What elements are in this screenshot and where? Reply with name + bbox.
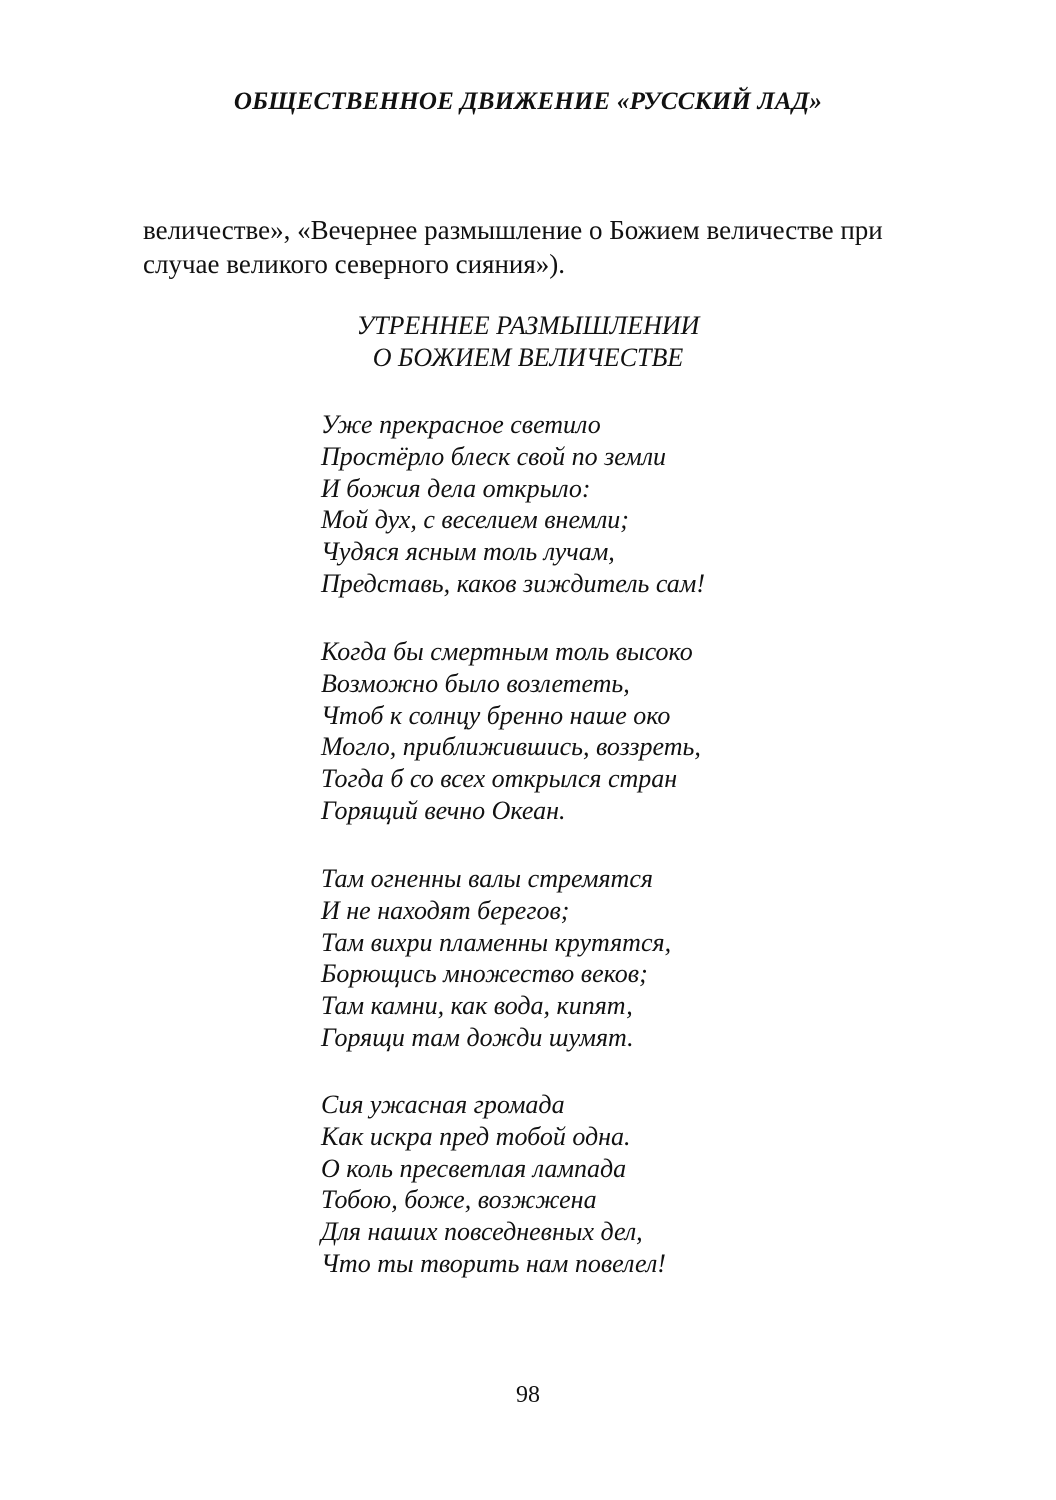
verse-line: Представь, каков зиждитель сам!: [321, 568, 705, 598]
page-number: 98: [516, 1382, 540, 1408]
verse-line: Там вихри пламенны крутятся,: [321, 927, 672, 957]
verse-line: И божия дела открыло:: [321, 473, 591, 503]
verse-line: Горящи там дожди шумят.: [321, 1022, 634, 1052]
verse-line: Для наших повседневных дел,: [321, 1217, 643, 1247]
verse-line: Возможно было возлететь,: [321, 668, 630, 698]
running-header: ОБЩЕСТВЕННОЕ ДВИЖЕНИЕ «РУССКИЙ ЛАД»: [233, 88, 823, 115]
verse-line: Простёрло блеск свой по земли: [321, 441, 667, 471]
verse-line: Чудяся ясным толь лучам,: [321, 537, 615, 567]
verse-line: Что ты творить нам повелел!: [321, 1248, 666, 1278]
verse-line: Борющись множество веков;: [321, 959, 648, 989]
verse-line: Горящий вечно Океан.: [321, 795, 566, 825]
verse-line: Уже прекрасное светило: [321, 410, 601, 439]
verse-line: И не находят берегов;: [321, 895, 570, 925]
stanza-4: [321, 1089, 666, 1280]
poem-title-line: О БОЖИЕМ ВЕЛИЧЕСТВЕ: [372, 343, 684, 372]
verse-line: Как искра пред тобой одна.: [321, 1121, 631, 1151]
body-paragraph: [143, 213, 933, 281]
stanza-1: [321, 409, 705, 600]
verse-line: Там камни, как вода, кипят,: [321, 991, 633, 1021]
verse-line: Когда бы смертным толь высоко: [321, 637, 693, 666]
poem-title-line: УТРЕННЕЕ РАЗМЫШЛЕНИИ: [356, 311, 700, 340]
paragraph-line: случае великого северного сияния»).: [143, 249, 566, 279]
verse-line: Сия ужасная громада: [321, 1090, 565, 1119]
verse-line: Мой дух, с веселием внемли;: [321, 505, 629, 535]
stanza-3: [321, 863, 671, 1054]
paragraph-line: величестве», «Вечернее размышление о Божием величестве при: [143, 215, 883, 245]
verse-line: Тогда б со всех открылся стран: [321, 764, 678, 794]
verse-line: Тобою, боже, возжжена: [321, 1185, 597, 1215]
poem-title: [0, 310, 1056, 374]
stanza-2: [321, 636, 701, 827]
verse-line: О коль пресветлая лампада: [321, 1153, 627, 1183]
verse-line: Там огненны валы стремятся: [321, 864, 653, 893]
verse-line: Чтоб к солнцу бренно наше око: [321, 700, 671, 730]
verse-line: Могло, приближившись, воззреть,: [321, 732, 701, 762]
